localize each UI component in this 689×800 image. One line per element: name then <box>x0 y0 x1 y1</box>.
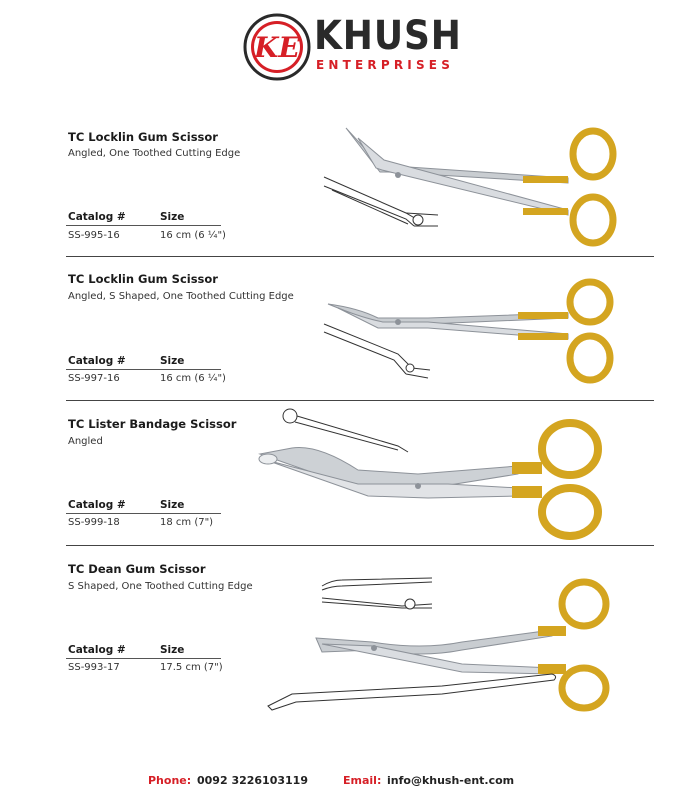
email-link[interactable]: info@khush-ent.com <box>387 774 515 787</box>
product-size: 17.5 cm (7") <box>160 662 223 673</box>
product-description: Angled, One Toothed Cutting Edge <box>68 148 241 159</box>
product-description: S Shaped, One Toothed Cutting Edge <box>68 581 253 592</box>
product-description: Angled, S Shaped, One Toothed Cutting Edge <box>68 291 294 302</box>
email-label: Email: <box>343 774 382 787</box>
product-title: TC Dean Gum Scissor <box>68 562 206 576</box>
scissor-illustration-icon <box>318 278 618 388</box>
catalog-header: Catalog # <box>68 499 126 511</box>
product-size: 16 cm (6 ¼") <box>160 230 226 241</box>
product-size: 18 cm (7") <box>160 517 214 528</box>
catalog-number: SS-999-18 <box>68 517 120 528</box>
brand-logo-icon <box>243 13 311 81</box>
header <box>0 0 689 100</box>
size-header: Size <box>160 355 185 367</box>
product-title: TC Lister Bandage Scissor <box>68 417 237 431</box>
catalog-header: Catalog # <box>68 355 126 367</box>
brand-name: KHUSH <box>314 13 462 59</box>
catalog-number: SS-995-16 <box>68 230 120 241</box>
footer <box>0 774 689 792</box>
product-size: 16 cm (6 ¼") <box>160 373 226 384</box>
brand-tagline: ENTERPRISES <box>316 58 455 72</box>
section-divider <box>66 256 654 257</box>
phone-label: Phone: <box>148 774 192 787</box>
bandage-scissor-illustration-icon <box>248 404 620 540</box>
section-divider <box>66 400 654 401</box>
size-header: Size <box>160 499 185 511</box>
catalog-number: SS-997-16 <box>68 373 120 384</box>
scissor-illustration-icon <box>262 560 618 712</box>
product-title: TC Locklin Gum Scissor <box>68 130 218 144</box>
spec-divider <box>66 225 221 226</box>
spec-divider <box>66 369 221 370</box>
catalog-header: Catalog # <box>68 644 126 656</box>
product-description: Angled <box>68 436 103 447</box>
size-header: Size <box>160 211 185 223</box>
spec-divider <box>66 513 221 514</box>
product-title: TC Locklin Gum Scissor <box>68 272 218 286</box>
section-divider <box>66 545 654 546</box>
size-header: Size <box>160 644 185 656</box>
spec-divider <box>66 658 221 659</box>
brand-monogram: KE <box>254 31 300 64</box>
catalog-number: SS-993-17 <box>68 662 120 673</box>
phone-number[interactable]: 0092 3226103119 <box>197 774 308 787</box>
scissor-illustration-icon <box>318 120 618 255</box>
catalog-header: Catalog # <box>68 211 126 223</box>
